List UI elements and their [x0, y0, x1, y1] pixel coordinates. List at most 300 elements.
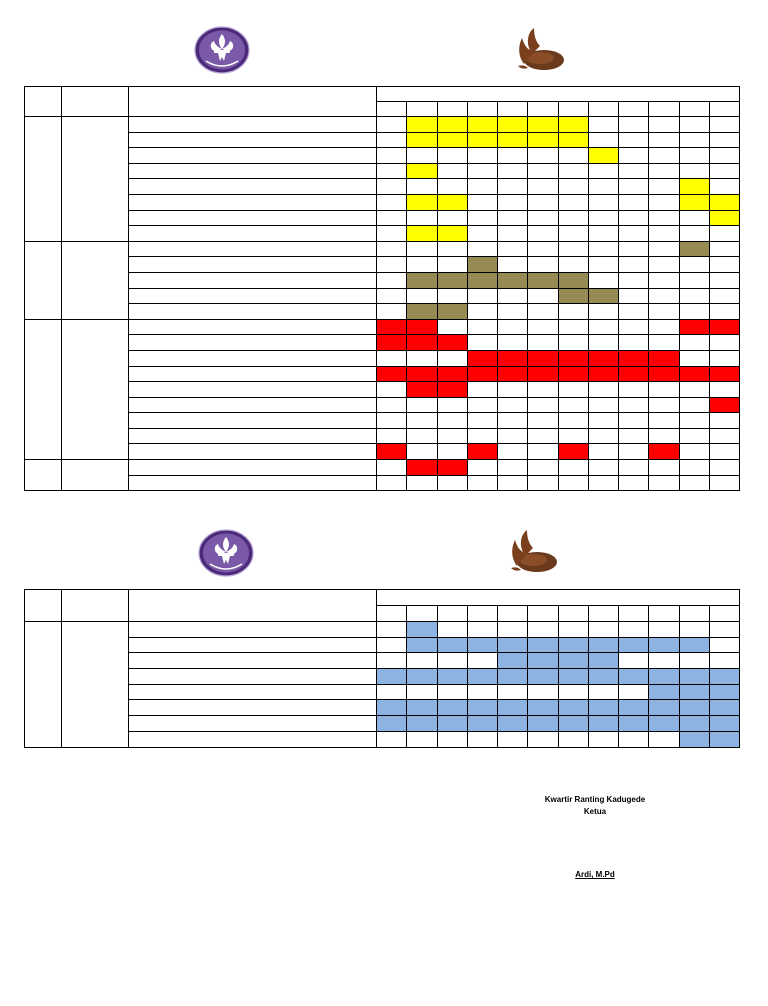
schedule-cell [498, 350, 528, 366]
schedule-cell [528, 684, 558, 700]
schedule-cell [377, 304, 407, 320]
schedule-cell [649, 117, 679, 133]
schedule-cell [377, 444, 407, 460]
schedule-cell [709, 382, 739, 398]
schedule-cell [528, 637, 558, 653]
schedule-cell [498, 179, 528, 195]
schedule-cell [558, 716, 588, 732]
schedule-cell [407, 637, 437, 653]
schedule-cell [649, 241, 679, 257]
schedule-cell [649, 257, 679, 273]
schedule-cell [467, 257, 497, 273]
schedule-cell [649, 194, 679, 210]
schedule-cell [619, 397, 649, 413]
activity-cell [129, 148, 377, 164]
schedule-cell [679, 700, 709, 716]
schedule-cell [528, 194, 558, 210]
schedule-cell [498, 475, 528, 491]
activity-cell [129, 257, 377, 273]
month-cell [558, 606, 588, 622]
schedule-cell [588, 700, 618, 716]
schedule-cell [437, 117, 467, 133]
schedule-cell [619, 382, 649, 398]
schedule-cell [558, 684, 588, 700]
schedule-cell [437, 475, 467, 491]
schedule-cell [407, 304, 437, 320]
table-row [25, 194, 740, 210]
schedule-cell [467, 460, 497, 476]
schedule-cell [709, 669, 739, 685]
schedule-cell [679, 413, 709, 429]
schedule-cell [649, 350, 679, 366]
schedule-cell [498, 304, 528, 320]
schedule-cell [498, 428, 528, 444]
schedule-cell [588, 226, 618, 242]
table-row [25, 210, 740, 226]
table-row [25, 148, 740, 164]
schedule-cell [679, 669, 709, 685]
schedule-cell [437, 413, 467, 429]
schedule-cell [679, 194, 709, 210]
schedule-cell [709, 241, 739, 257]
activity-cell [129, 366, 377, 382]
month-cell [558, 102, 588, 117]
month-cell [528, 606, 558, 622]
schedule-cell [679, 319, 709, 335]
schedule-cell [407, 366, 437, 382]
schedule-cell [407, 475, 437, 491]
month-cell [407, 606, 437, 622]
schedule-cell [619, 179, 649, 195]
table-row [25, 304, 740, 320]
schedule-cell [679, 132, 709, 148]
schedule-cell [467, 428, 497, 444]
activity-cell [129, 731, 377, 747]
schedule-cell [528, 226, 558, 242]
schedule-cell [619, 335, 649, 351]
schedule-cell [679, 350, 709, 366]
month-cell [407, 102, 437, 117]
schedule-cell [377, 272, 407, 288]
table-row [25, 413, 740, 429]
schedule-cell [437, 428, 467, 444]
schedule-cell [377, 194, 407, 210]
category-cell [62, 622, 129, 748]
schedule-cell [407, 117, 437, 133]
schedule-cell [467, 684, 497, 700]
schedule-cell [679, 637, 709, 653]
schedule-cell [588, 716, 618, 732]
month-cell [377, 102, 407, 117]
header-cell [129, 87, 377, 117]
schedule-cell [709, 622, 739, 638]
schedule-cell [377, 319, 407, 335]
schedule-cell [709, 637, 739, 653]
schedule-cell [407, 241, 437, 257]
activity-cell [129, 163, 377, 179]
activity-cell [129, 132, 377, 148]
schedule-cell [498, 194, 528, 210]
schedule-cell [558, 335, 588, 351]
category-cell [62, 241, 129, 319]
activity-cell [129, 653, 377, 669]
schedule-cell [709, 444, 739, 460]
month-cell [709, 606, 739, 622]
schedule-cell [649, 700, 679, 716]
schedule-cell [467, 397, 497, 413]
schedule-cell [679, 148, 709, 164]
schedule-cell [437, 637, 467, 653]
schedule-cell [467, 319, 497, 335]
schedule-cell [558, 241, 588, 257]
schedule-cell [467, 382, 497, 398]
schedule-cell [377, 257, 407, 273]
schedule-cell [619, 319, 649, 335]
schedule-cell [588, 366, 618, 382]
table-row [25, 428, 740, 444]
table-row [25, 117, 740, 133]
schedule-cell [649, 335, 679, 351]
schedule-cell [588, 319, 618, 335]
schedule-cell [498, 669, 528, 685]
schedule-cell [588, 148, 618, 164]
schedule-cell [679, 304, 709, 320]
schedule-cell [709, 684, 739, 700]
schedule-cell [588, 210, 618, 226]
schedule-cell [588, 272, 618, 288]
schedule-cell [588, 731, 618, 747]
activity-cell [129, 444, 377, 460]
schedule-cell [649, 428, 679, 444]
activity-cell [129, 700, 377, 716]
table-row [25, 288, 740, 304]
schedule-cell [498, 366, 528, 382]
category-cell [62, 460, 129, 491]
schedule-cell [498, 382, 528, 398]
schedule-cell [619, 700, 649, 716]
activity-cell [129, 460, 377, 476]
schedule-cell [709, 350, 739, 366]
schedule-cell [407, 731, 437, 747]
schedule-cell [407, 132, 437, 148]
schedule-cell [588, 304, 618, 320]
schedule-cell [498, 397, 528, 413]
schedule-cell [709, 366, 739, 382]
table-row [25, 179, 740, 195]
schedule-cell [467, 194, 497, 210]
schedule-cell [679, 241, 709, 257]
schedule-cell [528, 382, 558, 398]
activity-schedule-table-1 [24, 86, 740, 491]
schedule-cell [649, 413, 679, 429]
schedule-cell [679, 444, 709, 460]
schedule-cell [649, 226, 679, 242]
schedule-cell [528, 319, 558, 335]
schedule-cell [619, 132, 649, 148]
activity-cell [129, 241, 377, 257]
schedule-cell [467, 653, 497, 669]
schedule-cell [437, 163, 467, 179]
schedule-cell [498, 163, 528, 179]
schedule-cell [558, 653, 588, 669]
schedule-cell [528, 257, 558, 273]
schedule-cell [709, 413, 739, 429]
table-row [25, 684, 740, 700]
schedule-cell [437, 444, 467, 460]
schedule-cell [377, 669, 407, 685]
schedule-cell [649, 397, 679, 413]
schedule-cell [679, 622, 709, 638]
schedule-cell [709, 163, 739, 179]
table-row [25, 226, 740, 242]
schedule-cell [558, 194, 588, 210]
schedule-cell [377, 132, 407, 148]
header-cell [129, 590, 377, 622]
schedule-cell [619, 241, 649, 257]
category-cell [62, 319, 129, 459]
schedule-cell [649, 460, 679, 476]
schedule-cell [558, 622, 588, 638]
schedule-cell [528, 460, 558, 476]
table-row [25, 731, 740, 747]
schedule-cell [528, 132, 558, 148]
schedule-cell [679, 460, 709, 476]
table-row [25, 669, 740, 685]
schedule-cell [498, 684, 528, 700]
schedule-cell [709, 475, 739, 491]
schedule-cell [588, 428, 618, 444]
number-cell [25, 460, 62, 491]
schedule-cell [619, 210, 649, 226]
schedule-cell [528, 335, 558, 351]
schedule-cell [437, 335, 467, 351]
schedule-cell [377, 716, 407, 732]
schedule-cell [437, 397, 467, 413]
schedule-cell [558, 117, 588, 133]
schedule-cell [467, 475, 497, 491]
schedule-cell [709, 428, 739, 444]
schedule-cell [679, 163, 709, 179]
schedule-cell [377, 653, 407, 669]
schedule-cell [407, 163, 437, 179]
month-cell [649, 102, 679, 117]
schedule-cell [528, 288, 558, 304]
schedule-cell [467, 132, 497, 148]
activity-cell [129, 669, 377, 685]
schedule-cell [619, 226, 649, 242]
wosm-emblem-icon-2 [198, 528, 254, 578]
schedule-cell [377, 731, 407, 747]
schedule-cell [619, 637, 649, 653]
table-row [25, 653, 740, 669]
schedule-cell [558, 428, 588, 444]
schedule-cell [649, 163, 679, 179]
schedule-cell [558, 397, 588, 413]
header-cell [25, 87, 62, 117]
schedule-cell [619, 428, 649, 444]
schedule-cell [709, 194, 739, 210]
schedule-cell [679, 366, 709, 382]
schedule-cell [709, 257, 739, 273]
schedule-cell [679, 210, 709, 226]
table-row [25, 397, 740, 413]
schedule-cell [407, 460, 437, 476]
schedule-cell [709, 117, 739, 133]
schedule-cell [558, 272, 588, 288]
activity-cell [129, 397, 377, 413]
schedule-cell [528, 413, 558, 429]
schedule-cell [588, 397, 618, 413]
schedule-cell [498, 257, 528, 273]
schedule-cell [377, 684, 407, 700]
schedule-cell [619, 444, 649, 460]
schedule-cell [467, 179, 497, 195]
header-cell [62, 590, 129, 622]
schedule-cell [709, 288, 739, 304]
schedule-cell [588, 653, 618, 669]
activity-cell [129, 304, 377, 320]
activity-cell [129, 637, 377, 653]
schedule-cell [679, 117, 709, 133]
schedule-cell [588, 194, 618, 210]
schedule-cell [467, 350, 497, 366]
schedule-cell [407, 210, 437, 226]
schedule-cell [679, 397, 709, 413]
schedule-cell [619, 413, 649, 429]
schedule-cell [407, 335, 437, 351]
schedule-cell [467, 148, 497, 164]
month-cell [498, 102, 528, 117]
schedule-cell [709, 319, 739, 335]
schedule-cell [377, 460, 407, 476]
month-cell [498, 606, 528, 622]
table-row [25, 163, 740, 179]
schedule-cell [407, 622, 437, 638]
schedule-cell [437, 319, 467, 335]
schedule-cell [377, 397, 407, 413]
schedule-cell [528, 444, 558, 460]
schedule-cell [558, 731, 588, 747]
schedule-cell [437, 179, 467, 195]
schedule-cell [407, 272, 437, 288]
month-cell [377, 606, 407, 622]
schedule-cell [649, 272, 679, 288]
schedule-cell [588, 257, 618, 273]
schedule-cell [467, 413, 497, 429]
month-cell [467, 102, 497, 117]
schedule-cell [437, 382, 467, 398]
schedule-cell [709, 700, 739, 716]
schedule-cell [528, 148, 558, 164]
schedule-cell [558, 148, 588, 164]
schedule-cell [588, 637, 618, 653]
schedule-cell [619, 653, 649, 669]
schedule-cell [558, 304, 588, 320]
schedule-cell [619, 475, 649, 491]
schedule-cell [588, 132, 618, 148]
schedule-cell [679, 716, 709, 732]
signature-name: Ardi, M.Pd [575, 870, 615, 879]
schedule-cell [437, 731, 467, 747]
schedule-cell [558, 637, 588, 653]
schedule-cell [558, 288, 588, 304]
schedule-cell [528, 716, 558, 732]
table-row [25, 366, 740, 382]
schedule-cell [498, 700, 528, 716]
schedule-cell [558, 210, 588, 226]
schedule-cell [649, 731, 679, 747]
schedule-cell [679, 382, 709, 398]
schedule-cell [467, 335, 497, 351]
schedule-cell [649, 304, 679, 320]
schedule-cell [588, 669, 618, 685]
schedule-cell [558, 366, 588, 382]
schedule-cell [619, 731, 649, 747]
schedule-cell [377, 475, 407, 491]
schedule-cell [377, 366, 407, 382]
schedule-cell [558, 179, 588, 195]
tunas-kelapa-icon [510, 24, 566, 74]
schedule-cell [407, 319, 437, 335]
schedule-cell [467, 716, 497, 732]
schedule-cell [467, 241, 497, 257]
schedule-cell [558, 669, 588, 685]
schedule-cell [649, 179, 679, 195]
schedule-cell [558, 257, 588, 273]
schedule-cell [709, 226, 739, 242]
month-cell [437, 102, 467, 117]
schedule-cell [649, 637, 679, 653]
schedule-cell [437, 669, 467, 685]
schedule-cell [528, 272, 558, 288]
activity-cell [129, 622, 377, 638]
schedule-cell [377, 428, 407, 444]
schedule-cell [679, 731, 709, 747]
month-cell [679, 606, 709, 622]
table-header-row [25, 87, 740, 102]
schedule-cell [649, 684, 679, 700]
schedule-cell [407, 444, 437, 460]
signature-role: Ketua [583, 807, 607, 816]
table-row [25, 444, 740, 460]
schedule-cell [649, 132, 679, 148]
schedule-cell [437, 350, 467, 366]
schedule-cell [467, 637, 497, 653]
schedule-cell [498, 637, 528, 653]
schedule-cell [528, 700, 558, 716]
schedule-cell [679, 257, 709, 273]
schedule-cell [709, 397, 739, 413]
schedule-cell [528, 397, 558, 413]
schedule-cell [649, 653, 679, 669]
table-row [25, 319, 740, 335]
schedule-cell [377, 163, 407, 179]
schedule-cell [619, 288, 649, 304]
schedule-cell [619, 716, 649, 732]
schedule-cell [377, 700, 407, 716]
schedule-cell [528, 428, 558, 444]
schedule-cell [558, 444, 588, 460]
schedule-cell [709, 335, 739, 351]
schedule-cell [498, 413, 528, 429]
schedule-cell [437, 226, 467, 242]
schedule-cell [498, 117, 528, 133]
schedule-cell [467, 226, 497, 242]
schedule-cell [528, 179, 558, 195]
schedule-cell [649, 444, 679, 460]
schedule-cell [649, 148, 679, 164]
number-cell [25, 117, 62, 242]
